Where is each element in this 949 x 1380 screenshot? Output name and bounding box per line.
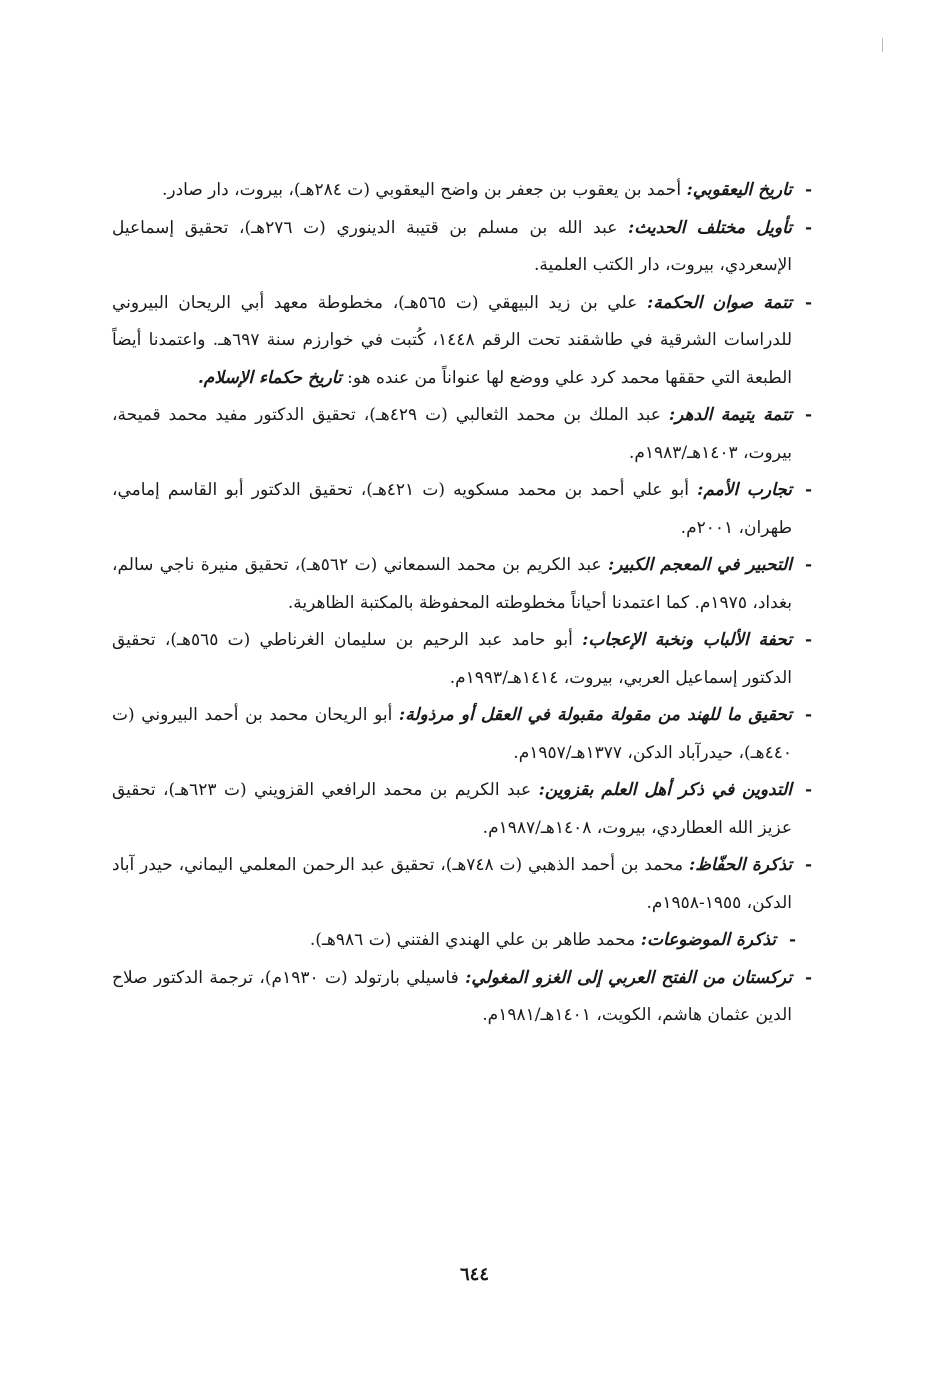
bibliography-entry: - تتمة صوان الحكمة: علي بن زيد البيهقي (ت ٥٦٥هـ)، مخطوطة معهد أبي الريحان البيروني للدراسات الشرقية في طاشقند تحت الرقم ١٤٤٨، كُتبت في خوارزم سنة ٦٩٧هـ. واعتمدنا أيضاً الطبعة التي حققها محمد كرد علي ووضع لها عنواناً من عنده هو: تاريخ حكماء الإسلام. — [112, 292, 812, 388]
entry-text: علي بن زيد البيهقي (ت ٥٦٥هـ)، مخطوطة معهد أبي الريحان البيروني للدراسات الشرقية في طاشقند تحت الرقم ١٤٤٨، كُتبت في خوارزم سنة ٦٩٧هـ. واعتمدنا أيضاً الطبعة التي حققها محمد كرد علي ووضع لها عنواناً من عنده هو: — [112, 292, 793, 388]
bibliography-entry: - تأويل مختلف الحديث: عبد الله بن مسلم بن قتيبة الدينوري (ت ٢٧٦هـ)، تحقيق إسماعيل الإسعردي، بيروت، دار الكتب العلمية. — [112, 217, 812, 275]
entry-title: تحقيق ما للهند من مقولة مقبولة في العقل أو مرذولة: — [398, 705, 792, 725]
entry-text: محمد بن أحمد الذهبي (ت ٧٤٨هـ)، تحقيق عبد الرحمن المعلمي اليماني، حيدر آباد الدكن، ١٩٥٥-١٩٥٨م. — [112, 855, 792, 913]
entry-title: تأويل مختلف الحديث: — [628, 217, 793, 238]
entry-title-inline: تاريخ حكماء الإسلام. — [197, 367, 342, 388]
bibliography-entry: - تحقيق ما للهند من مقولة مقبولة في العقل أو مرذولة: أبو الريحان محمد بن أحمد البيروني (ت ٤٤٠هـ)، حيدرآباد الدكن، ١٣٧٧هـ/١٩٥٧م. — [112, 705, 812, 763]
entry-text: أبو علي أحمد بن محمد مسكويه (ت ٤٢١هـ)، تحقيق الدكتور أبو القاسم إمامي، طهران، ٢٠٠١م. — [112, 480, 792, 538]
entry-title: التحبير في المعجم الكبير: — [608, 555, 793, 575]
bibliography-entry: - تتمة يتيمة الدهر: عبد الملك بن محمد الثعالبي (ت ٤٢٩هـ)، تحقيق الدكتور مفيد محمد قميحة، بيروت، ١٤٠٣هـ/١٩٨٣م. — [112, 405, 812, 463]
bibliography-entry: - التحبير في المعجم الكبير: عبد الكريم بن محمد السمعاني (ت ٥٦٢هـ)، تحقيق منيرة ناجي سالم، بغداد، ١٩٧٥م. كما اعتمدنا أحياناً مخطوطته المحفوظة بالمكتبة الظاهرية. — [112, 555, 812, 613]
bibliography-entry: - تركستان من الفتح العربي إلى الغزو المغولي: فاسيلي بارتولد (ت ١٩٣٠م)، ترجمة الدكتور صلاح الدين عثمان هاشم، الكويت، ١٤٠١هـ/١٩٨١م. — [112, 967, 812, 1025]
page-number: ٦٤٤ — [459, 1264, 489, 1285]
bibliography-entry: - التدوين في ذكر أهل العلم بقزوين: عبد الكريم بن محمد الرافعي القزويني (ت ٦٢٣هـ)، تحقيق عزيز الله العطاردي، بيروت، ١٤٠٨هـ/١٩٨٧م. — [112, 780, 812, 838]
entry-title: التدوين في ذكر أهل العلم بقزوين: — [538, 780, 792, 800]
entry-text: أبو حامد عبد الرحيم بن سليمان الغرناطي (ت ٥٦٥هـ)، تحقيق الدكتور إسماعيل العربي، بيروت، ١٤١٤هـ/١٩٩٣م. — [112, 630, 792, 688]
scan-mark — [882, 38, 883, 52]
entry-title: تركستان من الفتح العربي إلى الغزو المغولي: — [465, 967, 792, 988]
bibliography-entry: - تاريخ اليعقوبي: أحمد بن يعقوب بن جعفر بن واضح اليعقوبي (ت ٢٨٤هـ)، بيروت، دار صادر. — [161, 180, 812, 200]
entry-title: تاريخ اليعقوبي: — [686, 180, 792, 200]
entry-text: عبد الكريم بن محمد الرافعي القزويني (ت ٦٢٣هـ)، تحقيق عزيز الله العطاردي، بيروت، ١٤٠٨هـ/١٩٨٧م. — [112, 780, 792, 838]
entry-text: فاسيلي بارتولد (ت ١٩٣٠م)، ترجمة الدكتور صلاح الدين عثمان هاشم، الكويت، ١٤٠١هـ/١٩٨١م. — [112, 967, 792, 1025]
entry-text: عبد الملك بن محمد الثعالبي (ت ٤٢٩هـ)، تحقيق الدكتور مفيد محمد قميحة، بيروت، ١٤٠٣هـ/١٩٨٣م. — [112, 405, 792, 463]
bibliography-entry: - تجارب الأمم: أبو علي أحمد بن محمد مسكويه (ت ٤٢١هـ)، تحقيق الدكتور أبو القاسم إمامي، طهران، ٢٠٠١م. — [112, 480, 812, 538]
bibliography-entry: - تذكرة الموضوعات: محمد طاهر بن علي الهندي الفتني (ت ٩٨٦هـ). — [309, 930, 796, 950]
entry-text: عبد الكريم بن محمد السمعاني (ت ٥٦٢هـ)، تحقيق منيرة ناجي سالم، بغداد، ١٩٧٥م. كما اعتمدنا أحياناً مخطوطته المحفوظة بالمكتبة الظاهرية. — [112, 555, 792, 613]
entry-title: تتمة يتيمة الدهر: — [668, 405, 792, 425]
entry-title: تجارب الأمم: — [697, 480, 792, 500]
entry-title: تذكرة الموضوعات: — [640, 930, 776, 950]
entry-title: تذكرة الحفّاظ: — [688, 855, 792, 875]
entry-title: تحفة الألباب ونخبة الإعجاب: — [582, 630, 792, 650]
bibliography-entry: - تحفة الألباب ونخبة الإعجاب: أبو حامد عبد الرحيم بن سليمان الغرناطي (ت ٥٦٥هـ)، تحقيق الدكتور إسماعيل العربي، بيروت، ١٤١٤هـ/١٩٩٣م. — [112, 630, 812, 688]
entry-text: محمد طاهر بن علي الهندي الفتني (ت ٩٨٦هـ). — [309, 930, 641, 950]
bibliography-list — [112, 172, 812, 1035]
bibliography-entry: - تذكرة الحفّاظ: محمد بن أحمد الذهبي (ت ٧٤٨هـ)، تحقيق عبد الرحمن المعلمي اليماني، حيدر آباد الدكن، ١٩٥٥-١٩٥٨م. — [112, 855, 812, 913]
entry-text: أبو الريحان محمد بن أحمد البيروني (ت ٤٤٠هـ)، حيدرآباد الدكن، ١٣٧٧هـ/١٩٥٧م. — [112, 705, 792, 763]
entry-title: تتمة صوان الحكمة: — [646, 292, 792, 313]
entry-text: عبد الله بن مسلم بن قتيبة الدينوري (ت ٢٧٦هـ)، تحقيق إسماعيل الإسعردي، بيروت، دار الكتب العلمية. — [112, 217, 792, 275]
entry-text: أحمد بن يعقوب بن جعفر بن واضح اليعقوبي (ت ٢٨٤هـ)، بيروت، دار صادر. — [161, 180, 687, 200]
